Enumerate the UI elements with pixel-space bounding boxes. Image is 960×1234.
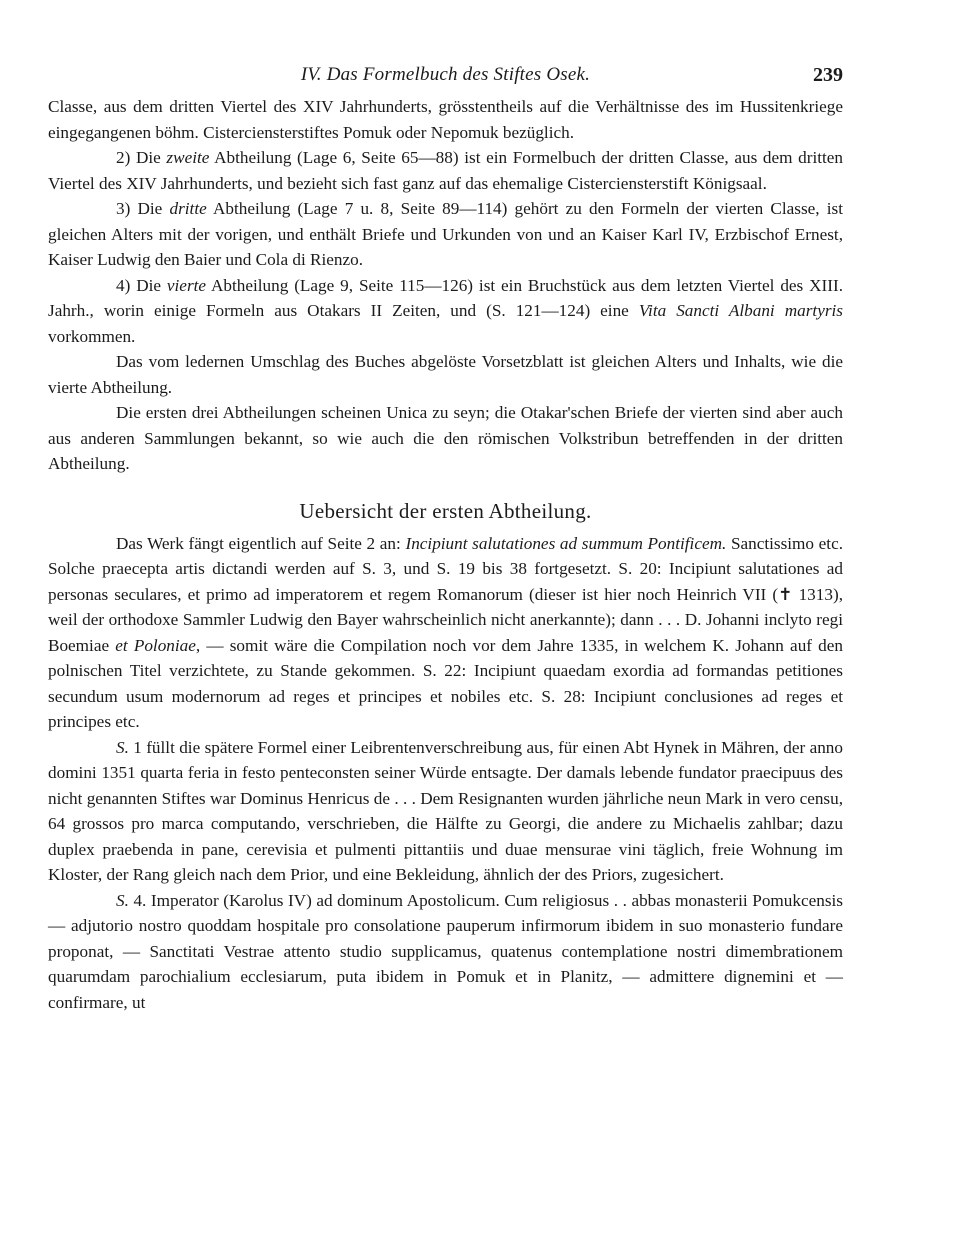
paragraph-p5: [48, 349, 843, 400]
text-run: 1 füllt die spätere Formel einer Leibrentenverschreibung aus, für einen Abt Hynek in Mähren, der anno domini 1351 quarta feria in festo penteconsten seiner Würde entsagte. Der damals lebende fundator praecipuus des nicht genannten Stiftes war Dominus Henricus de . . . Dem Resignanten wurden jährliche neun Mark in vero censu, 64 grossos pro marca computando, verschrieben, die Hälfte zu Georgi, die andere zu Michaelis zahlbar; dazu duplex praebenda in pane, cerevisia et pulmenti pittantiis und duae mensurae vini täglich, freie Wohnung im Kloster, der Rang gleich nach dem Prior, und eine Bekleidung, ähnlich der des Priors, zugesichert.: [48, 737, 843, 884]
paragraph-p1: [48, 94, 843, 145]
italic-text: S.: [116, 890, 129, 910]
text-run: Abtheilung (Lage 6, Seite 65—88) ist ein Formelbuch der dritten Classe, aus dem dritten Viertel des XIV Jahrhunderts, und bezieht sich fast ganz auf das ehemalige Cisterciensterstift Königsaal.: [48, 148, 843, 193]
text-run: Das vom ledernen Umschlag des Buches abgelöste Vorsetzblatt ist gleichen Alters und Inhalts, wie die vierte Abtheilung.: [48, 352, 843, 397]
paragraph-p9: [48, 888, 843, 1016]
italic-text: dritte: [169, 199, 207, 218]
paragraph-p3: [48, 196, 843, 273]
paragraph-p6: [48, 400, 843, 477]
italic-text: et Poloniae: [115, 635, 196, 655]
italic-text: Incipiunt salutationes ad summum Pontificem.: [405, 533, 727, 553]
italic-text: S.: [116, 737, 129, 757]
text-run: 2) Die: [116, 148, 167, 167]
text-run: 4. Imperator (Karolus IV) ad dominum Apostolicum. Cum religiosus . . abbas monasterii Pomukcensis — adjutorio nostro quoddam hospitale pro consolatione pauperum infirmorum ibidem in suo monasterio fundare proponat, — Sanctitati Vestrae attento studio supplicamus, quatenus contemplatione nostri dimembrationem quarumdam parochialium ecclesiarum, puta ibidem in Pomuk et in Planitz, — admittere dignemini et — confirmare, ut: [48, 890, 843, 1012]
text-run: Sanctissimo etc. Solche praecepta artis dictandi werden auf S. 3, und S. 19 bis 38 fortgesetzt. S. 20: Incipiunt salutationes ad personas seculares, et primo ad imperatorem et regem Romanorum (dieser ist hier noch Heinrich VII (✝ 1313), weil der orthodoxe Sammler Ludwig den Bayer wahrscheinlich nicht anerkannte); dann . . . D. Johanni inclyto regi Boemiae: [48, 533, 844, 655]
paragraph-p7: [48, 531, 843, 735]
paragraph-p2: [48, 145, 843, 196]
italic-text: Vita Sancti Albani martyris: [638, 301, 843, 320]
italic-text: vierte: [166, 275, 207, 295]
text-run: vorkommen.: [48, 326, 136, 346]
body-text-upper: [48, 94, 843, 477]
italic-text: zweite: [166, 148, 210, 167]
page-header: [48, 64, 843, 94]
text-run: Abtheilung (Lage 7 u. 8, Seite 89—114) gehört zu den Formeln der vierten Classe, ist gleichen Alters mit der vorigen, und enthält Briefe und Urkunden von und an Kaiser Karl IV, Erzbischof Ernest, Kaiser Ludwig den Baier und Cola di Rienzo.: [48, 199, 843, 269]
text-run: Abtheilung (Lage 9, Seite 115—126) ist ein Bruchstück aus dem letzten Viertel des XIII. Jahrh., worin einige Formeln aus Otakars II Zeiten, und (S. 121—124) eine: [48, 275, 843, 320]
paragraph-p8: [48, 735, 843, 888]
running-title: IV. Das Formelbuch des Stiftes Osek.: [300, 64, 591, 85]
page-number: 239: [813, 64, 843, 86]
text-run: Das Werk fängt eigentlich auf Seite 2 an:: [116, 533, 406, 553]
book-page: [48, 64, 843, 1015]
text-run: Die ersten drei Abtheilungen scheinen Unica zu seyn; die Otakar'schen Briefe der vierten sind aber auch aus anderen Sammlungen bekannt, so wie auch die den römischen Volkstribun betreffenden in der dritten Abtheilung.: [48, 403, 843, 473]
paragraph-p4: [48, 273, 843, 350]
text-run: 3) Die: [116, 199, 170, 218]
section-heading: Uebersicht der ersten Abtheilung.: [299, 498, 592, 523]
body-text-lower: [48, 531, 843, 1016]
text-run: , — somit wäre die Compilation noch vor dem Jahre 1335, in welchem K. Johann auf den polnischen Titel verzichtete, zu Stande gekommen. S. 22: Incipiunt quaedam exordia ad formandas petitiones secundum usum modernorum ad reges et principes et nobiles etc. S. 28: Incipiunt conclusiones ad reges et principes etc.: [48, 635, 843, 731]
text-run: Classe, aus dem dritten Viertel des XIV Jahrhunderts, grösstentheils auf die Verhältnisse des im Hussitenkriege eingegangenen böhm. Cisterciensterstiftes Pomuk oder Nepomuk bezüglich.: [48, 97, 843, 142]
text-run: 4) Die: [116, 275, 167, 295]
